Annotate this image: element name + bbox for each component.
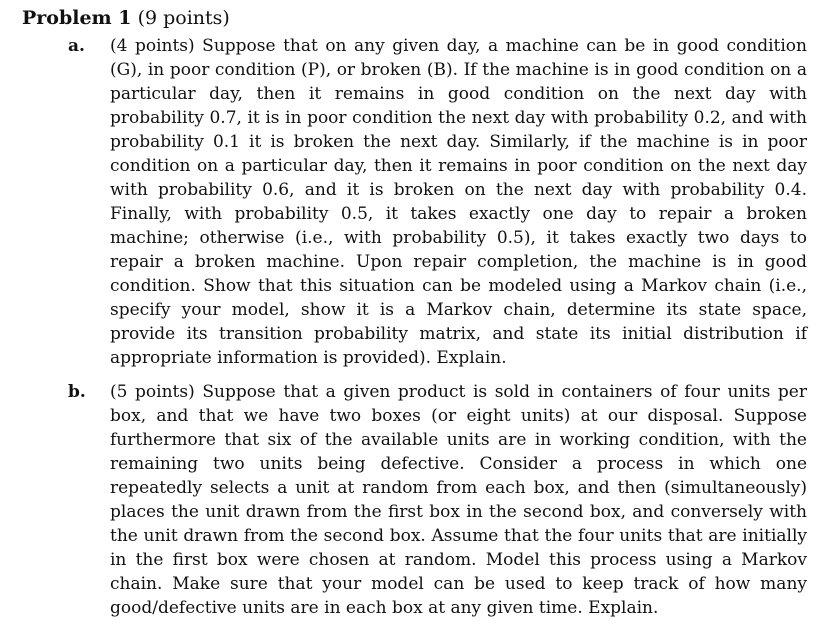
part-b-text: Suppose that a given product is sold in containers of four units per box, and that we have two boxes (or eight units) at our disposal. Suppose furthermore that six of the available units are in working condition, with the remaining two units being defective. Consider a process in which one repeatedly selects a unit at random from each box, and then (simultaneously) places the unit drawn from the first box in the second box, and conversely with the unit drawn from the second box. Assume that the four units that are initially in the first box were chosen at random. Model this process using a Markov chain. Make sure that your model can be used to keep track of how many good/defective units are in each box at any given time. Explain.	[110, 382, 807, 618]
part-a-points: (4 points)	[110, 36, 203, 56]
part-b-points: (5 points)	[110, 382, 203, 402]
part-b-label: b.	[68, 382, 86, 402]
part-a	[68, 34, 807, 370]
part-b	[68, 380, 807, 620]
part-a-text: Suppose that on any given day, a machine can be in good condition (G), in poor condition (P), or broken (B). If the machine is in good condition on a particular day, then it remains in good condition on the next day with probability 0.7, it is in poor condition the next day with probability 0.2, and with probability 0.1 it is broken the next day. Similarly, if the machine is in poor condition on a particular day, then it remains in poor condition on the next day with probability 0.6, and it is broken on the next day with probability 0.4. Finally, with probability 0.5, it takes exactly one day to repair a broken machine; otherwise (i.e., with probability 0.5), it takes exactly two days to repair a broken machine. Upon repair completion, the machine is in good condition. Show that this situation can be modeled using a Markov chain (i.e., specify your model, show it is a Markov chain, determine its state space, provide its transition probability matrix, and state its initial distribution if appropriate information is provided). Explain.	[110, 36, 807, 368]
problem-heading	[22, 6, 807, 30]
part-a-label: a.	[68, 36, 85, 56]
problem-points: (9 points)	[137, 7, 230, 29]
problem-title: Problem 1	[22, 7, 132, 29]
